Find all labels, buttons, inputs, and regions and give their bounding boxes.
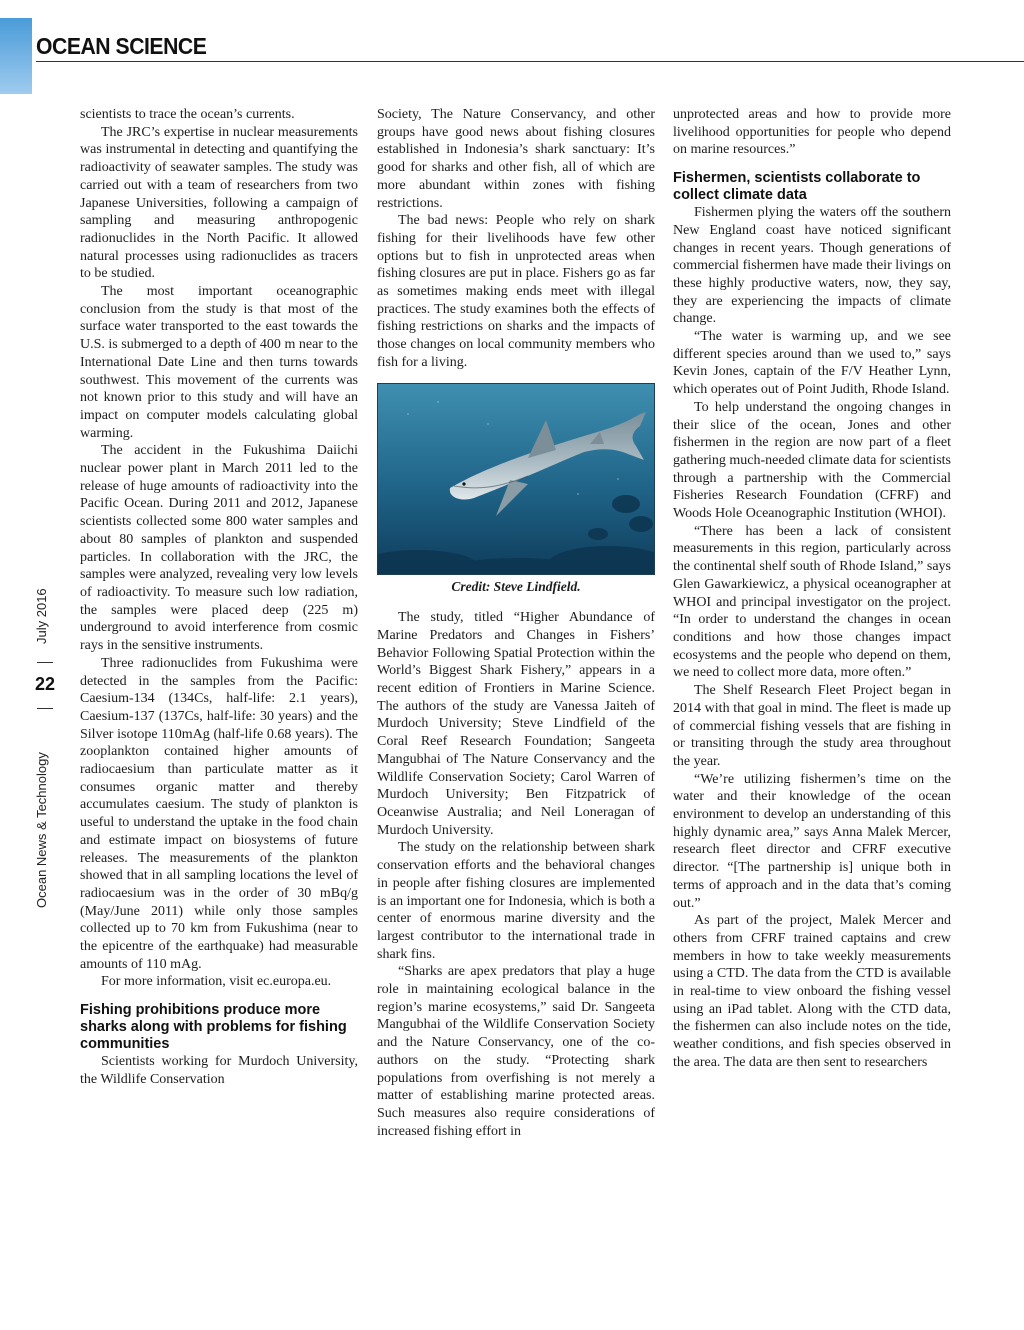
publication-name: Ocean News & Technology: [34, 752, 49, 908]
header-rule: [36, 61, 1024, 62]
paragraph: Scientists working for Murdoch University, the Wildlife Conservation: [80, 1054, 358, 1087]
section-title: OCEAN SCIENCE: [36, 33, 207, 59]
shark-photo-figure: [377, 383, 655, 596]
paragraph: The most important oceanographic conclusion from the study is that most of the surface water transported to the east towards the U.S. is submerged to a depth of 400 m near to the International Date Line and then turns towards southwest. This movement of the currents was not known prior to this study and will have an impact on computer models calculating global warming.: [80, 284, 358, 441]
article-heading-climate: Fishermen, scientists collaborate to collect climate data: [673, 170, 921, 204]
page-number: 22: [34, 674, 56, 694]
paragraph: The Shelf Research Fleet Project began in 2014 with that goal in mind. The fleet is made up of commercial fishing vessels that are fishing in or transiting through the study area throughout the year.: [673, 683, 951, 769]
photo-credit: Credit: Steve Lindfield.: [451, 578, 581, 594]
paragraph: As part of the project, Malek Mercer and others from CFRF trained captains and crew members in how to take weekly measurements using a CTD. The data from the CTD is available in real-time to view onboard the fishing vessel using an iPad tablet. Along with the CTD data, the fishermen can also include notes on the tide, weather conditions, and fish species observed in the area. The data are then sent to researchers: [673, 913, 951, 1070]
paragraph: The study on the relationship between shark conservation efforts and the behavioral changes in people after fishing closures are implemented is an important one for Indonesia, which is both a center of enormous marine diversity and the largest contributor to the international trade in shark fins.: [377, 840, 655, 962]
side-folio: [32, 580, 56, 910]
paragraph: The study, titled “Higher Abundance of Marine Predators and Changes in Fishers’ Behavior Following Spatial Protection within the World’s Biggest Shark Fishery,” appears in a recent edition of Frontiers in Marine Science. The authors of the study are Vanessa Jaiteh of Murdoch University; Steve Lindfield of the Coral Reef Research Foundation; Sangeeta Mangubhai of The Nature Conservancy and the Wildlife Conservation Society; Carol Warren of Murdoch University; Ben Fitzpatrick of Oceanwise Australia; and Neil Loneragan of Murdoch University.: [377, 610, 655, 838]
paragraph: The accident in the Fukushima Daiichi nuclear power plant in March 2011 led to the release of huge amounts of radioactivity into the Pacific Ocean. During 2011 and 2012, Japanese scientists collected some 800 water samples and about 80 samples of plankton and suspended particles. In collaboration with the JRC, the samples were analyzed, revealing very low levels of radioactivity. To measure such low radiation, the samples were placed deep (225 m) underground to avoid interference from cosmic rays in the sensitive instruments.: [80, 443, 358, 654]
folio-divider: [37, 708, 53, 709]
section-color-tab: [0, 18, 32, 94]
folio-divider: [37, 662, 53, 663]
paragraph: “We’re utilizing fishermen’s time on the water and their knowledge of the ocean environment to develop an understanding of this highly dynamic area,” says Anna Malek Mercer, research fleet director and CFRF executive director. “[The partnership is] unique both in terms of approach and in the data that’s coming out.”: [673, 771, 951, 911]
paragraph: To help understand the ongoing changes in their slice of the ocean, Jones and other fishermen in the region are now part of a fleet gathering much-needed climate data for scientists through a partnership with the Commercial Fisheries Research Foundation (CFRF) and Woods Hole Oceanographic Institution (WHOI).: [673, 399, 951, 522]
article-column-2: [377, 106, 655, 1140]
paragraph: Fishermen plying the waters off the southern New England coast have noticed significant changes in recent years. Though generations of commercial fishermen have made their livings on these highly productive waters, now, they say, they are experiencing the impacts of climate change.: [673, 205, 951, 327]
paragraph: “The water is warming up, and we see different species around than we used to,” says Kevin Jones, captain of the F/V Heather Lynn, which operates out of Point Judith, Rhode Island.: [673, 329, 951, 398]
paragraph: Three radionuclides from Fukushima were detected in the samples from the Pacific: Caesium-134 (134Cs, half-life: 2.1 years), Caesium-137 (137Cs, half-life: 30 years) and the Silver isotope 110mAg (half-life 0.68 years). The zooplankton contained higher amounts of radiocaesium than particulate matter as it consumes organic matter and thereby accumulates caesium. The study of plankton is useful to understand the uptake in the food chain and estimate impact on biosystems of future releases. The measurements of the plankton showed that in all sampling locations the level of radiocaesium was in the order of 30 mBq/g (May/June 2011) while only those samples collected up to 70 km from Fukushima (near to the epicentre of the earthquake) had measurable amounts of 110 mAg.: [80, 655, 358, 972]
article-column-3: [673, 106, 951, 1072]
paragraph: unprotected areas and how to provide more livelihood opportunities for people who depend on marine resources.”: [673, 107, 951, 158]
article-column-1: [80, 106, 358, 1089]
paragraph: Society, The Nature Conservancy, and other groups have good news about fishing closures established in Indonesia’s shark sanctuary: It’s good for sharks and other fish, all of which are more abundant within zones with fishing restrictions.: [377, 107, 655, 211]
issue-date: July 2016: [34, 588, 49, 644]
paragraph: The bad news: People who rely on shark fishing for their livelihoods have few other options but to fish in unprotected areas when fishing closures are put in place. Fishers go as far as sometimes making ends meet with illegal practices. The study examines both the effects of fishing restrictions on sharks and the impacts of those changes on local community members who fish for a living.: [377, 213, 655, 370]
paragraph: The JRC’s expertise in nuclear measurements was instrumental in detecting and quantifying the radioactivity of seawater samples. The study was carried out with a team of researchers from two Japanese Universities, following a campaign of sampling and measuring anthropogenic radionuclides in the North Pacific. It allowed natural processes using radionuclides as tracers to be studied.: [80, 124, 358, 282]
paragraph: “There has been a lack of consistent measurements in this region, particularly across the continental shelf south of Rhode Island,” says Glen Gawarkiewicz, a physical oceanographer at WHOI and principal investigator on the project. “In order to understand the changes in ocean conditions and how those changes impact ecosystems and the people who depend on them, we need to collect more data, more often.”: [673, 523, 951, 681]
paragraph: scientists to trace the ocean’s currents.: [80, 107, 295, 122]
paragraph: “Sharks are apex predators that play a huge role in maintaining ecological balance in the region’s marine ecosystems,” said Dr. Sangeeta Mangubhai of the Wildlife Conservation Society and the Nature Conservancy, one of the co-authors on the study. “Protecting shark populations from overfishing is not merely a matter of establishing marine protected areas. Such measures also require considerations of increased fishing effort in: [377, 964, 655, 1139]
paragraph: For more information, visit ec.europa.eu.: [101, 974, 332, 990]
shark-photo: [377, 383, 655, 575]
article-heading-sharks: Fishing prohibitions produce more sharks along with problems for fishing communities: [80, 1002, 347, 1053]
